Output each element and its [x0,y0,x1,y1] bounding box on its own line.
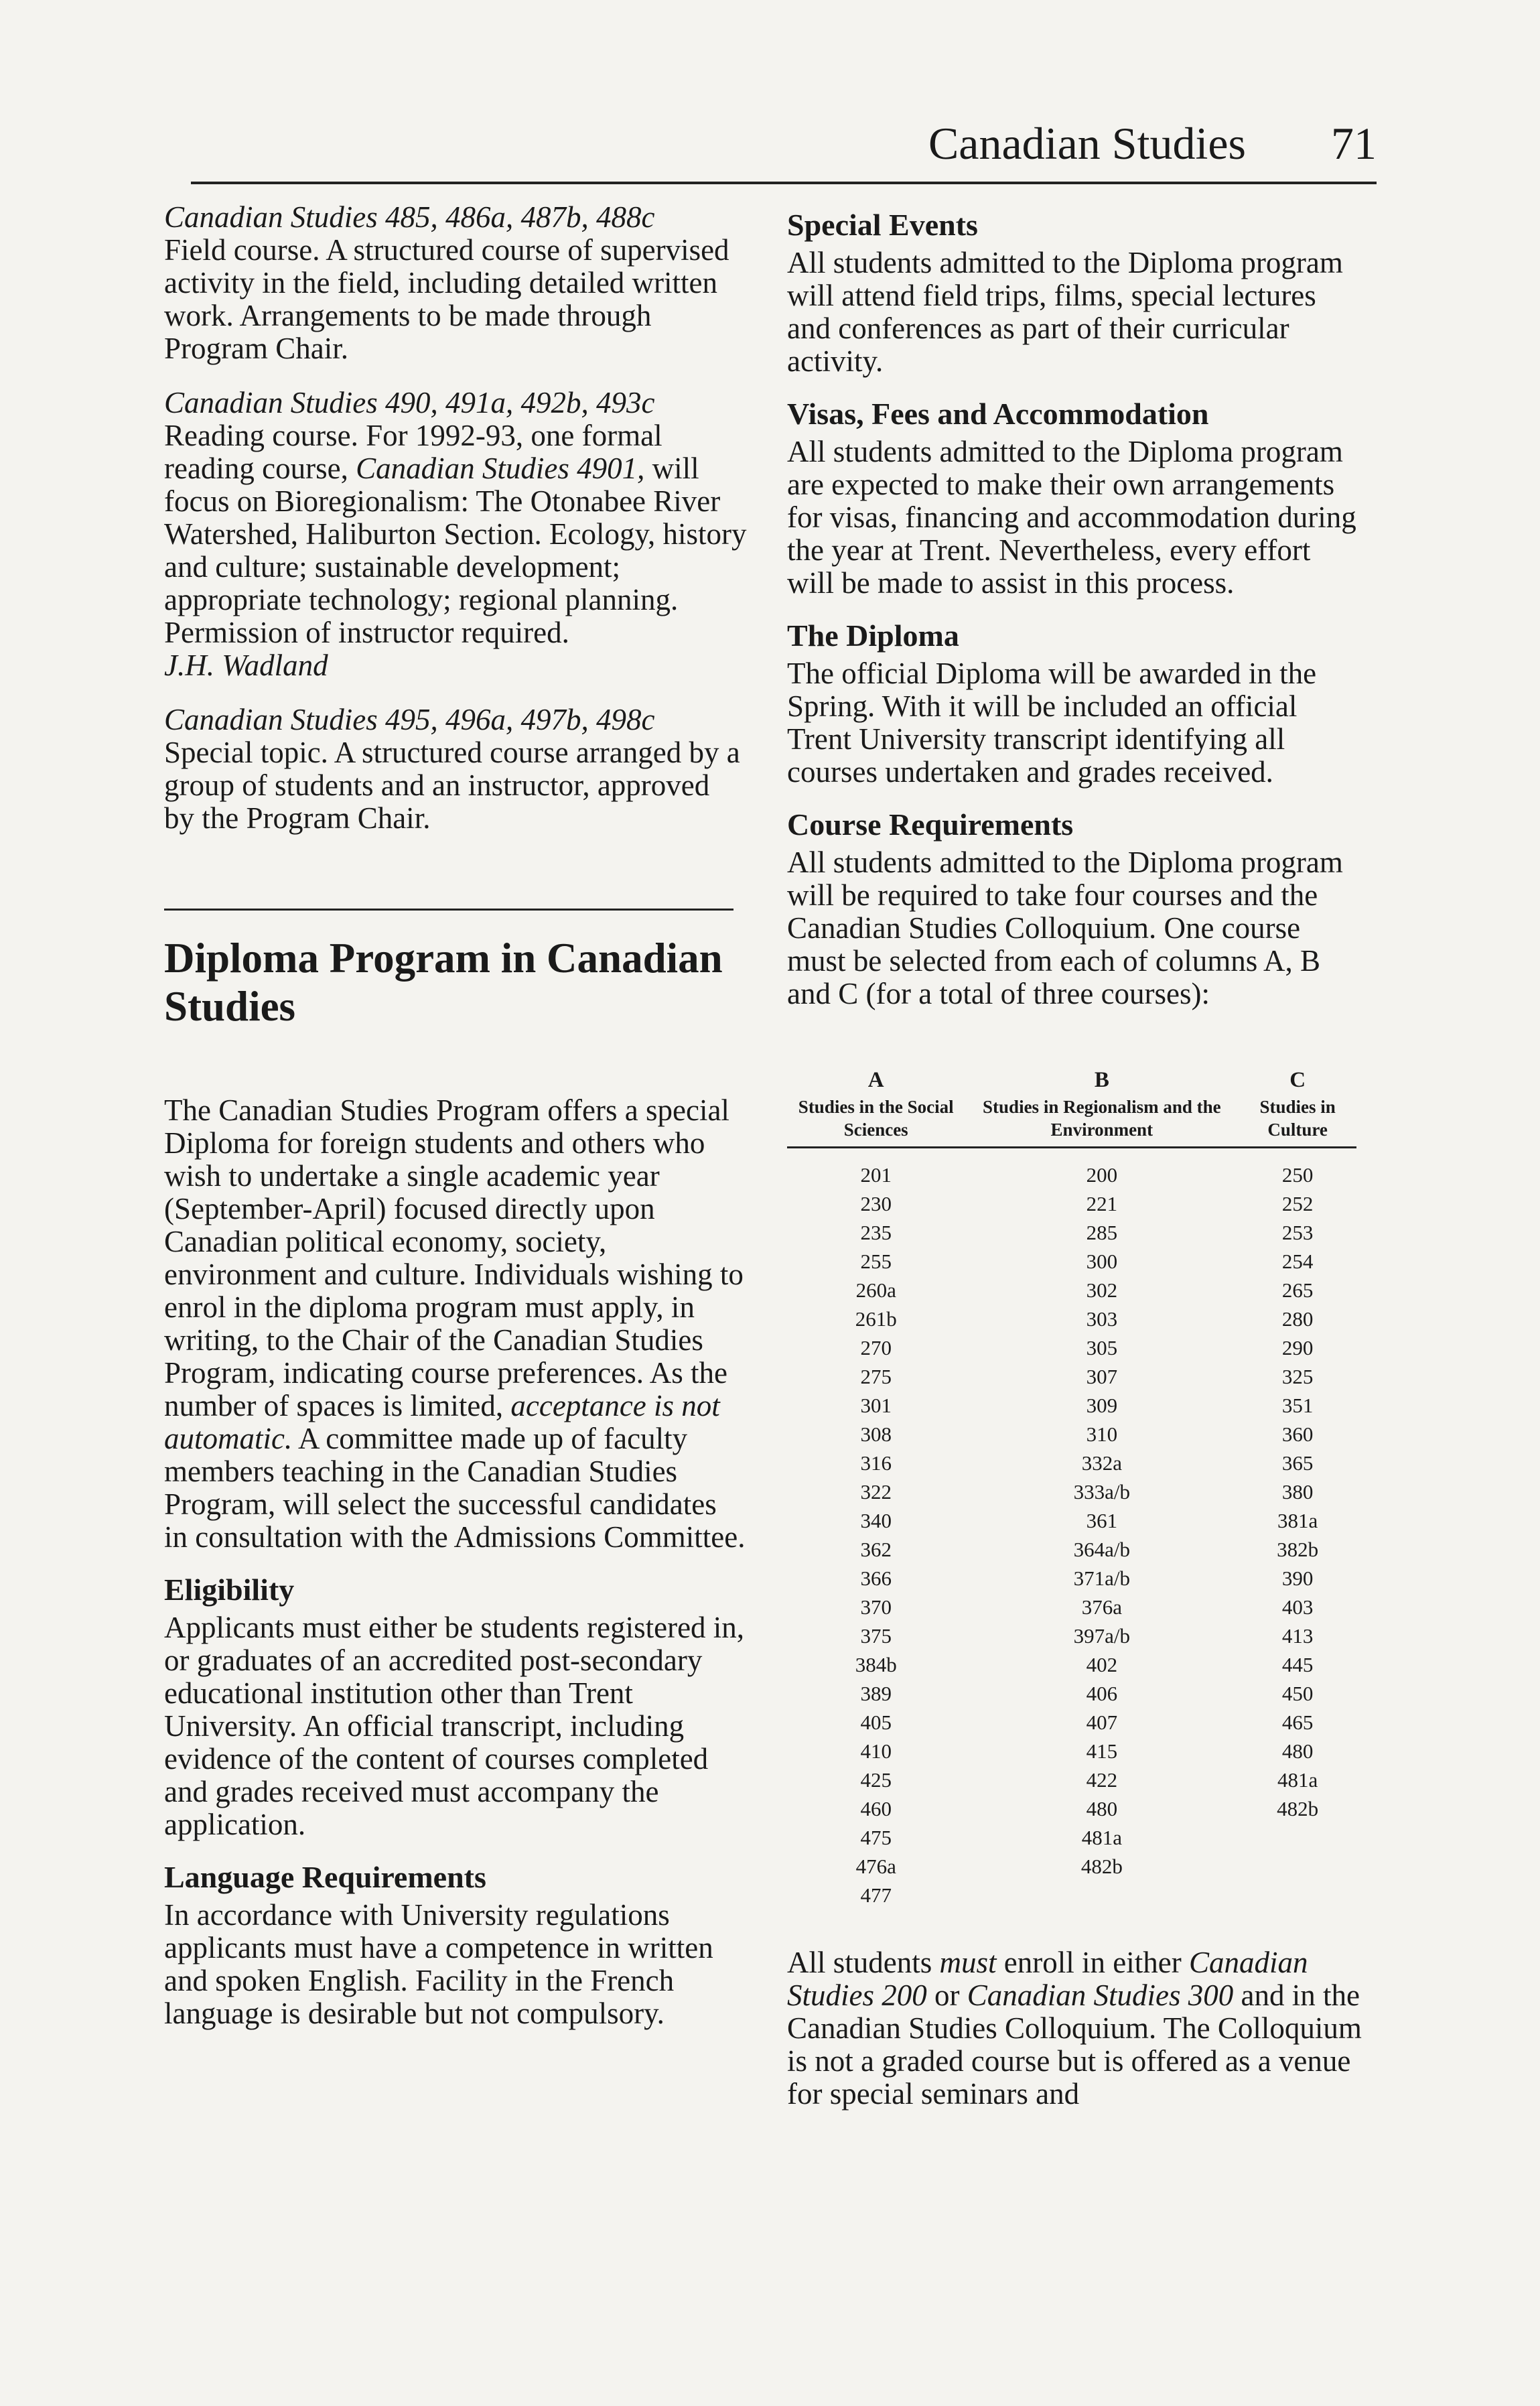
closing-emphasis: must [939,1946,997,1979]
course-number-cell: 235 [860,1221,892,1244]
course-number-cell: 425 [860,1768,892,1792]
course-number-cell: 360 [1281,1422,1314,1446]
course-number-cell: 376a [1081,1595,1122,1619]
running-head-title: Canadian Studies [928,118,1246,169]
course-number-cell: 307 [1086,1365,1118,1388]
course-number-cell: 477 [860,1883,892,1907]
course-number-cell: 482b [1277,1797,1319,1820]
course-reference: Canadian Studies 4901, [356,452,645,485]
course-number-cell: 410 [860,1739,892,1763]
table-header-row [787,1064,1356,1148]
course-number-cell: 303 [1086,1307,1118,1331]
course-number-cell: 200 [1086,1163,1118,1187]
course-number-cell: 460 [860,1797,892,1820]
right-column [787,208,1363,2111]
course-description [164,419,747,649]
course-number-cell: 415 [1086,1739,1118,1763]
course-number-cell: 270 [860,1336,892,1359]
course-number-cell: 365 [1281,1451,1314,1475]
course-number-cell: 333a/b [1073,1480,1130,1503]
course-number-cell: 280 [1281,1307,1314,1331]
course-number-cell: 371a/b [1073,1566,1130,1590]
table-row [787,1535,1356,1564]
table-row [787,1823,1356,1852]
table-row [787,1333,1356,1362]
section-rule [164,909,733,911]
eligibility-heading: Eligibility [164,1573,295,1607]
diploma-heading: The Diploma [787,618,959,653]
visas-text: All students admitted to the Diploma program are expected to make their own arrangements for visas, financing and accommodation during the year at Trent. Nevertheless, every effort will be made to assist in this process. [787,435,1356,600]
description-text: Reading course. For 1992-93, one formal reading course, [164,419,662,485]
diploma-text: The official Diploma will be awarded in the Spring. With it will be included an official Trent University transcript identifying all courses undertaken and grades received. [787,657,1317,789]
intro-text: A committee made up of faculty members teaching in the Canadian Studies Program, will select the successful candidates in consultation with the Admissions Committee. [164,1422,746,1554]
course-number-cell: 402 [1086,1653,1118,1676]
table-row [787,1794,1356,1823]
course-number-cell: 300 [1086,1250,1118,1273]
page-number: 71 [1331,118,1377,169]
table-row [787,1218,1356,1247]
course-code: Canadian Studies 495, 496a, 497b, 498c [164,703,655,736]
course-number-cell: 254 [1281,1250,1314,1273]
course-reference: Canadian Studies 200 [787,1946,1308,2012]
course-number-cell: 476a [855,1855,896,1878]
course-entry-495 [164,704,747,835]
course-number-cell: 407 [1086,1711,1118,1734]
course-number-cell: 366 [860,1566,892,1590]
column-label: Studies in Culture [1259,1097,1336,1140]
table-row [787,1305,1356,1333]
table-row [787,1708,1356,1737]
course-number-cell: 221 [1086,1192,1118,1215]
table-row [787,1737,1356,1765]
intro-text: The Canadian Studies Program offers a special Diploma for foreign students and others who wish to undertake a single academic year (September-April) focused directly upon Canadian political economy, society, environment and culture. Individuals wishing to enrol in the diploma program must apply, in writing, to the Chair of the Canadian Studies Program, indicating course preferences. As the number of spaces is limited, [164,1093,744,1422]
table-row [787,1679,1356,1708]
closing-segment: and in the Canadian Studies Colloquium. The Colloquium is not a graded course but is offered as a venue for special seminars and [787,1979,1362,2111]
course-number-cell [965,1881,1239,1910]
table-row [787,1564,1356,1593]
course-number-cell: 475 [860,1826,892,1849]
course-number-cell: 364a/b [1073,1538,1130,1561]
course-description: Special topic. A structured course arranged by a group of students and an instructor, approved by the Program Chair. [164,736,740,835]
course-number-cell: 285 [1086,1221,1118,1244]
visas-heading: Visas, Fees and Accommodation [787,397,1209,431]
course-number-cell [1239,1823,1356,1852]
eligibility-text: Applicants must either be students registered in, or graduates of an accredited post-secondary educational institution other than Trent University. An official transcript, including evidence of the content of courses completed and grades received must accompany the application. [164,1611,745,1841]
diploma-intro [164,1094,747,1554]
column-label: Studies in Regionalism and the Environment [983,1097,1221,1140]
course-number-cell: 310 [1086,1422,1118,1446]
language-heading: Language Requirements [164,1860,486,1894]
table-row [787,1852,1356,1881]
course-number-cell: 340 [860,1509,892,1532]
column-c-header [1239,1064,1356,1148]
column-b-header [965,1064,1239,1148]
course-number-cell: 301 [860,1394,892,1417]
table-row [787,1391,1356,1420]
course-number-cell: 265 [1281,1278,1314,1302]
course-requirements-heading: Course Requirements [787,807,1074,842]
course-number-cell: 481a [1081,1826,1122,1849]
course-number-cell [1239,1881,1356,1910]
table-row [787,1362,1356,1391]
course-number-cell: 370 [860,1595,892,1619]
table-row [787,1650,1356,1679]
course-number-cell: 445 [1281,1653,1314,1676]
course-number-cell: 302 [1086,1278,1118,1302]
course-number-cell: 305 [1086,1336,1118,1359]
closing-segment: or [926,1979,967,2012]
course-number-cell: 332a [1081,1451,1122,1475]
column-a-header [787,1064,965,1148]
course-number-cell: 406 [1086,1682,1118,1705]
course-number-cell: 325 [1281,1365,1314,1388]
course-columns-table [787,1064,1356,1910]
course-number-cell: 362 [860,1538,892,1561]
table-row [787,1449,1356,1477]
course-number-cell: 389 [860,1682,892,1705]
description-text: will focus on Bioregionalism: The Otonabee River Watershed, Haliburton Section. Ecology, history and culture; sustainable development; appropriate technology; regional planning. Permission of instructor required. [164,452,747,649]
course-number-cell: 375 [860,1624,892,1648]
course-number-cell: 380 [1281,1480,1314,1503]
special-events-heading: Special Events [787,208,978,242]
course-number-cell: 309 [1086,1394,1118,1417]
course-reference: Canadian Studies 300 [967,1979,1234,2012]
table-row [787,1506,1356,1535]
course-number-cell: 290 [1281,1336,1314,1359]
page-header [191,111,1377,184]
table-row [787,1148,1356,1190]
course-number-cell: 252 [1281,1192,1314,1215]
course-description: Field course. A structured course of supervised activity in the field, including detailed written work. Arrangements to be made through Program Chair. [164,233,729,365]
column-label: Studies in the Social Sciences [798,1097,954,1140]
course-entry-490 [164,387,747,682]
course-number-cell: 275 [860,1365,892,1388]
closing-segment: enroll in either [996,1946,1189,1979]
course-number-cell: 480 [1281,1739,1314,1763]
course-number-cell: 465 [1281,1711,1314,1734]
column-letter: C [1289,1068,1306,1092]
course-number-cell: 450 [1281,1682,1314,1705]
course-number-cell: 230 [860,1192,892,1215]
course-number-cell: 390 [1281,1566,1314,1590]
course-number-cell: 405 [860,1711,892,1734]
course-number-cell: 260a [855,1278,896,1302]
table-body [787,1148,1356,1910]
course-number-cell: 361 [1086,1509,1118,1532]
table-row [787,1621,1356,1650]
table-row [787,1881,1356,1910]
course-number-cell: 413 [1281,1624,1314,1648]
course-number-cell: 261b [855,1307,897,1331]
left-column [164,201,747,2030]
special-events-text: All students admitted to the Diploma program will attend field trips, films, special lectures and conferences as part of their curricular activity. [787,246,1343,378]
course-number-cell: 481a [1277,1768,1318,1792]
course-number-cell: 351 [1281,1394,1314,1417]
course-number-cell: 422 [1086,1768,1118,1792]
course-number-cell: 384b [855,1653,897,1676]
table-row [787,1247,1356,1276]
intro-emphasis: acceptance is not automatic. [164,1389,720,1455]
course-number-cell: 381a [1277,1509,1318,1532]
course-number-cell: 308 [860,1422,892,1446]
closing-segment: All students [787,1946,940,1979]
table-row [787,1765,1356,1794]
column-letter: B [1094,1068,1109,1092]
instructor-name: J.H. Wadland [164,649,328,682]
table-row [787,1276,1356,1305]
course-number-cell: 403 [1281,1595,1314,1619]
course-number-cell: 201 [860,1163,892,1187]
header-rule [191,182,1377,184]
course-code: Canadian Studies 485, 486a, 487b, 488c [164,200,655,234]
course-number-cell [1239,1852,1356,1881]
language-text: In accordance with University regulations applicants must have a competence in written and spoken English. Facility in the French language is desirable but not compulsory. [164,1898,713,2030]
course-number-cell: 253 [1281,1221,1314,1244]
column-letter: A [867,1068,884,1092]
table-row [787,1420,1356,1449]
course-code: Canadian Studies 490, 491a, 492b, 493c [164,386,655,419]
table-row [787,1189,1356,1218]
closing-text [787,1946,1363,2111]
course-number-cell: 255 [860,1250,892,1273]
table-row [787,1593,1356,1621]
course-entry-485 [164,201,747,365]
section-title: Diploma Program in Canadian Studies [164,935,723,1030]
course-number-cell: 382b [1277,1538,1319,1561]
course-requirements-text: All students admitted to the Diploma program will be required to take four courses and the Canadian Studies Colloquium. One course must be selected from each of columns A, B and C (for a total of three courses): [787,846,1343,1010]
course-number-cell: 397a/b [1073,1624,1130,1648]
course-number-cell: 480 [1086,1797,1118,1820]
course-number-cell: 250 [1281,1163,1314,1187]
course-number-cell: 322 [860,1480,892,1503]
table-row [787,1477,1356,1506]
course-number-cell: 482b [1080,1855,1123,1878]
course-number-cell: 316 [860,1451,892,1475]
